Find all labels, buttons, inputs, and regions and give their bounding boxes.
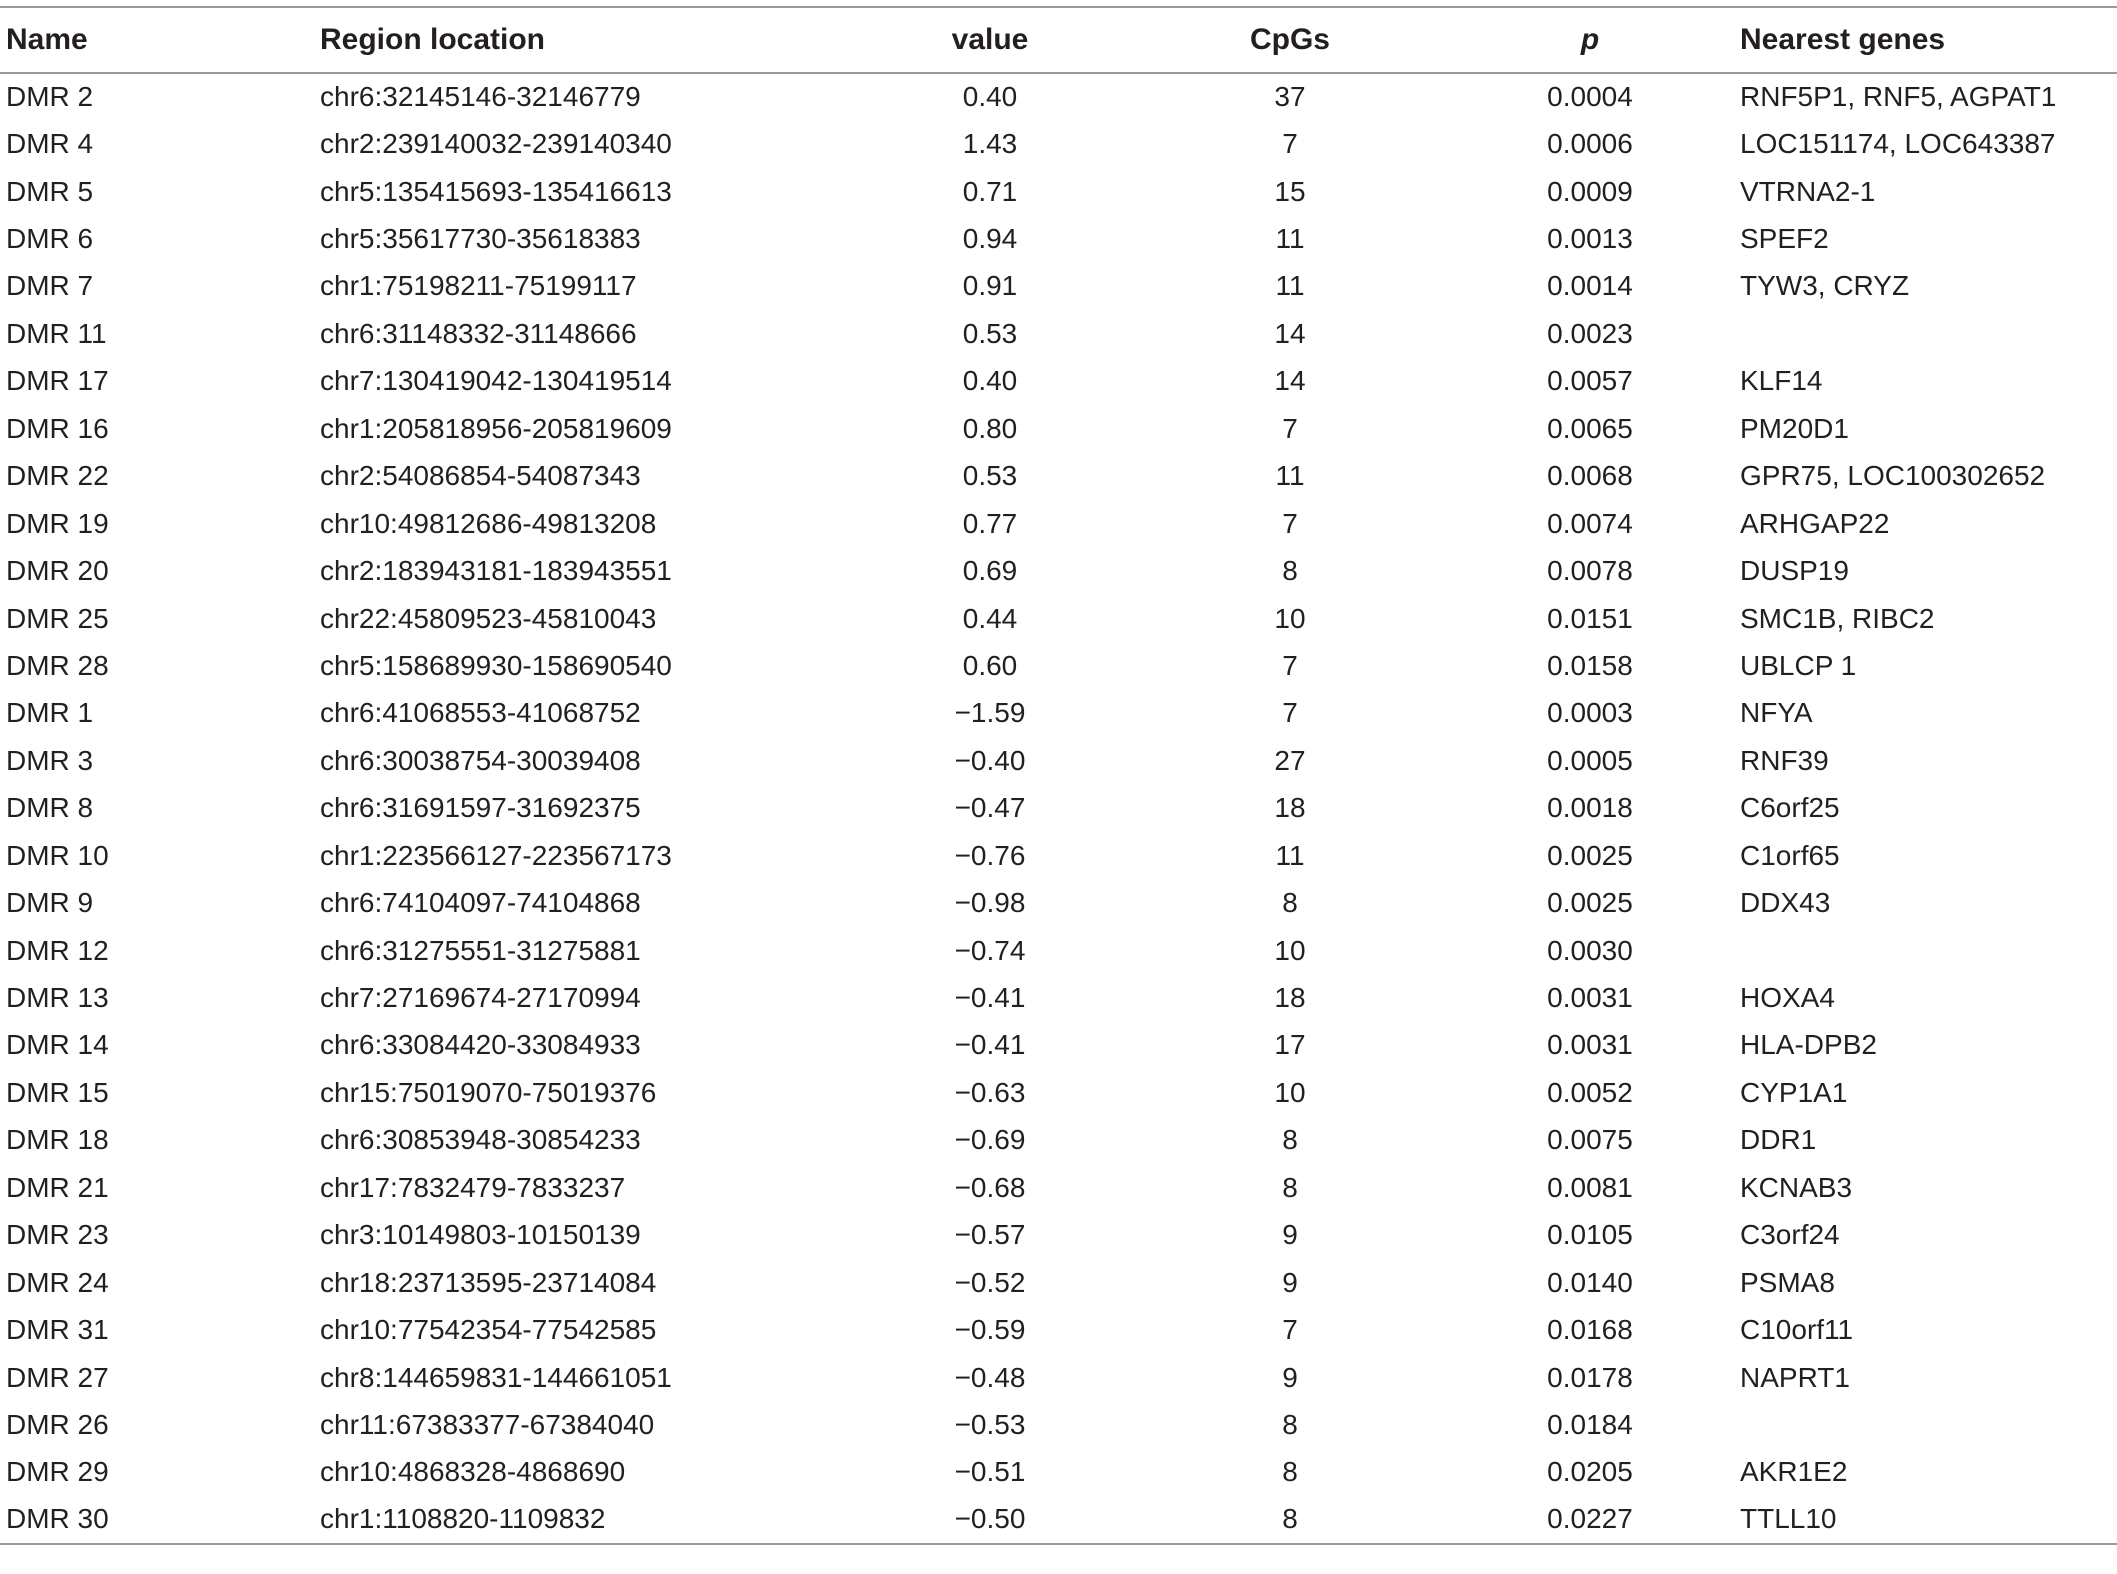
cell-region-location: chr6:33084420-33084933 <box>320 1029 641 1061</box>
header-cpgs: CpGs <box>1140 7 1440 73</box>
cell-nearest-genes: C3orf24 <box>1740 1219 1840 1251</box>
cell-p-value: 0.0030 <box>1547 934 1633 966</box>
cell-value: −0.74 <box>954 934 1026 966</box>
table-row <box>0 927 2117 974</box>
cell-nearest-genes: DDR1 <box>1740 1124 1817 1156</box>
cell-value: −0.53 <box>954 1408 1026 1440</box>
cell-p-value: 0.0013 <box>1547 223 1633 255</box>
cell-value: −0.51 <box>954 1456 1026 1488</box>
cell-p-value: 0.0178 <box>1547 1361 1633 1393</box>
cell-region-location: chr8:144659831-144661051 <box>320 1361 672 1393</box>
cell-region-location: chr6:74104097-74104868 <box>320 887 641 919</box>
cell-cpgs: 9 <box>1282 1219 1298 1251</box>
cell-region-location: chr17:7832479-7833237 <box>320 1171 626 1203</box>
cell-cpgs: 8 <box>1282 1124 1298 1156</box>
cell-nearest-genes: VTRNA2-1 <box>1740 175 1876 207</box>
cell-nearest-genes: KCNAB3 <box>1740 1171 1853 1203</box>
cell-region-location: chr1:223566127-223567173 <box>320 839 672 871</box>
cell-cpgs: 14 <box>1274 317 1306 349</box>
cell-p-value: 0.0075 <box>1547 1124 1633 1156</box>
cell-nearest-genes: KLF14 <box>1740 365 1823 397</box>
table-row <box>0 879 2117 926</box>
cell-cpgs: 10 <box>1274 1076 1306 1108</box>
table-row <box>0 595 2117 642</box>
header-p-value: p <box>1440 7 1740 73</box>
cell-cpgs: 11 <box>1275 270 1305 302</box>
cell-name: DMR 25 <box>6 602 109 634</box>
cell-cpgs: 8 <box>1282 887 1298 919</box>
table-row <box>0 500 2117 547</box>
cell-value: −0.41 <box>954 982 1026 1014</box>
cell-p-value: 0.0205 <box>1547 1456 1633 1488</box>
cell-nearest-genes: DUSP19 <box>1740 555 1849 587</box>
cell-p-value: 0.0004 <box>1547 81 1633 113</box>
cell-cpgs: 7 <box>1282 128 1298 160</box>
cell-value: −0.59 <box>954 1314 1026 1346</box>
table-row <box>0 358 2117 405</box>
cell-region-location: chr7:130419042-130419514 <box>320 365 672 397</box>
cell-nearest-genes: SPEF2 <box>1740 223 1829 255</box>
cell-nearest-genes: CYP1A1 <box>1740 1076 1848 1108</box>
cell-cpgs: 11 <box>1275 223 1305 255</box>
cell-name: DMR 27 <box>6 1361 109 1393</box>
cell-cpgs: 7 <box>1282 507 1298 539</box>
cell-p-value: 0.0018 <box>1547 792 1633 824</box>
cell-region-location: chr6:41068553-41068752 <box>320 697 641 729</box>
cell-value: 0.40 <box>962 365 1018 397</box>
cell-name: DMR 4 <box>6 128 94 160</box>
cell-value: −0.48 <box>954 1361 1026 1393</box>
cell-cpgs: 8 <box>1282 1456 1298 1488</box>
cell-name: DMR 14 <box>6 1029 109 1061</box>
cell-name: DMR 12 <box>6 934 109 966</box>
cell-region-location: chr2:239140032-239140340 <box>320 128 672 160</box>
cell-cpgs: 8 <box>1140 1496 1440 1543</box>
header-name: Name <box>0 7 320 73</box>
table-row <box>0 1306 2117 1353</box>
cell-region-location: chr2:183943181-183943551 <box>320 555 672 587</box>
cell-p-value: 0.0140 <box>1547 1266 1633 1298</box>
cell-value: 0.71 <box>962 175 1018 207</box>
cell-cpgs: 15 <box>1274 175 1306 207</box>
cell-cpgs: 11 <box>1275 839 1305 871</box>
header-region-location: Region location <box>320 7 840 73</box>
cell-value: 0.53 <box>962 460 1018 492</box>
cell-value: 0.94 <box>962 223 1018 255</box>
cell-name: DMR 10 <box>6 839 109 871</box>
cell-cpgs: 37 <box>1274 81 1306 113</box>
cell-cpgs: 7 <box>1282 1314 1298 1346</box>
dmr-table-container <box>0 6 2117 1545</box>
cell-nearest-genes: SMC1B, RIBC2 <box>1740 602 1935 634</box>
cell-value: −0.69 <box>954 1124 1026 1156</box>
cell-region-location: chr10:4868328-4868690 <box>320 1456 626 1488</box>
cell-value: −0.76 <box>954 839 1026 871</box>
cell-name: DMR 9 <box>6 887 94 919</box>
cell-name: DMR 16 <box>6 412 109 444</box>
cell-region-location: chr5:135415693-135416613 <box>320 175 672 207</box>
cell-value: −0.47 <box>954 792 1026 824</box>
cell-cpgs: 8 <box>1282 1171 1298 1203</box>
cell-name: DMR 5 <box>6 175 94 207</box>
cell-region-location: chr6:31148332-31148666 <box>320 317 637 349</box>
cell-value: −0.40 <box>954 744 1026 776</box>
cell-name: DMR 7 <box>6 270 94 302</box>
cell-p-value: 0.0057 <box>1547 365 1633 397</box>
cell-p-value: 0.0081 <box>1547 1171 1633 1203</box>
cell-p-value: 0.0168 <box>1547 1314 1633 1346</box>
dmr-table <box>0 6 2117 1545</box>
header-nearest-genes: Nearest genes <box>1740 7 2117 73</box>
cell-p-value: 0.0074 <box>1547 507 1633 539</box>
table-row <box>0 642 2117 689</box>
table-row <box>0 690 2117 737</box>
cell-nearest-genes: ARHGAP22 <box>1740 507 1890 539</box>
cell-nearest-genes: RNF5P1, RNF5, AGPAT1 <box>1740 81 2057 113</box>
header-value: value <box>840 7 1140 73</box>
cell-nearest-genes: TYW3, CRYZ <box>1740 270 1910 302</box>
table-row <box>0 737 2117 784</box>
cell-region-location: chr7:27169674-27170994 <box>320 982 641 1014</box>
cell-cpgs: 7 <box>1282 697 1298 729</box>
table-row <box>0 1117 2117 1164</box>
cell-name: DMR 2 <box>6 81 94 113</box>
cell-p-value: 0.0006 <box>1547 128 1633 160</box>
cell-region-location: chr2:54086854-54087343 <box>320 460 641 492</box>
cell-p-value: 0.0227 <box>1440 1496 1740 1543</box>
cell-value: −0.41 <box>954 1029 1026 1061</box>
cell-nearest-genes <box>1740 1401 2117 1448</box>
cell-region-location: chr10:49812686-49813208 <box>320 507 657 539</box>
cell-value: 0.40 <box>962 81 1018 113</box>
cell-cpgs: 10 <box>1274 934 1306 966</box>
cell-name: DMR 21 <box>6 1171 109 1203</box>
cell-nearest-genes: PM20D1 <box>1740 412 1849 444</box>
cell-p-value: 0.0031 <box>1547 982 1633 1014</box>
cell-region-location: chr11:67383377-67384040 <box>320 1408 655 1440</box>
table-row <box>0 1022 2117 1069</box>
cell-nearest-genes: NAPRT1 <box>1740 1361 1850 1393</box>
cell-nearest-genes: UBLCP 1 <box>1740 649 1857 681</box>
table-row <box>0 215 2117 262</box>
cell-region-location: chr5:35617730-35618383 <box>320 223 641 255</box>
cell-region-location: chr1:205818956-205819609 <box>320 412 672 444</box>
cell-name: DMR 28 <box>6 649 109 681</box>
table-row <box>0 168 2117 215</box>
cell-p-value: 0.0025 <box>1547 887 1633 919</box>
cell-region-location: chr5:158689930-158690540 <box>320 649 672 681</box>
table-row <box>0 73 2117 120</box>
cell-region-location: chr1:75198211-75199117 <box>320 270 637 302</box>
cell-value: 0.80 <box>962 412 1018 444</box>
cell-cpgs: 11 <box>1275 460 1305 492</box>
cell-region-location: chr10:77542354-77542585 <box>320 1314 657 1346</box>
cell-nearest-genes: TTLL10 <box>1740 1496 2117 1543</box>
cell-region-location: chr1:1108820-1109832 <box>320 1496 840 1543</box>
cell-nearest-genes: PSMA8 <box>1740 1266 1835 1298</box>
cell-nearest-genes: AKR1E2 <box>1740 1456 1848 1488</box>
cell-name: DMR 8 <box>6 792 94 824</box>
cell-nearest-genes <box>1740 310 2117 357</box>
table-body <box>0 73 2117 1544</box>
table-row <box>0 974 2117 1021</box>
cell-nearest-genes: C10orf11 <box>1740 1314 1854 1346</box>
cell-name: DMR 24 <box>6 1266 109 1298</box>
cell-p-value: 0.0151 <box>1547 602 1633 634</box>
table-row <box>0 1449 2117 1496</box>
cell-name: DMR 31 <box>6 1314 109 1346</box>
cell-name: DMR 11 <box>6 317 107 349</box>
cell-value: 0.69 <box>962 555 1018 587</box>
cell-p-value: 0.0025 <box>1547 839 1633 871</box>
cell-value: 0.44 <box>962 602 1018 634</box>
cell-nearest-genes: LOC151174, LOC643387 <box>1740 128 2056 160</box>
cell-p-value: 0.0031 <box>1547 1029 1633 1061</box>
cell-name: DMR 29 <box>6 1456 109 1488</box>
cell-name: DMR 20 <box>6 555 109 587</box>
cell-p-value: 0.0009 <box>1547 175 1633 207</box>
cell-region-location: chr6:31275551-31275881 <box>320 934 641 966</box>
cell-value: 1.43 <box>962 128 1018 160</box>
cell-value: −1.59 <box>954 697 1026 729</box>
cell-nearest-genes: GPR75, LOC100302652 <box>1740 460 2046 492</box>
cell-value: −0.50 <box>840 1496 1140 1543</box>
cell-cpgs: 7 <box>1282 649 1298 681</box>
table-row <box>0 453 2117 500</box>
cell-name: DMR 22 <box>6 460 109 492</box>
table-row <box>0 547 2117 594</box>
cell-name: DMR 19 <box>6 507 109 539</box>
cell-nearest-genes: C6orf25 <box>1740 792 1840 824</box>
cell-cpgs: 8 <box>1282 1408 1298 1440</box>
table-row <box>0 1164 2117 1211</box>
cell-p-value: 0.0003 <box>1547 697 1633 729</box>
table-header-row <box>0 7 2117 73</box>
cell-p-value: 0.0068 <box>1547 460 1633 492</box>
cell-p-value: 0.0078 <box>1547 555 1633 587</box>
table-row <box>0 310 2117 357</box>
cell-name: DMR 23 <box>6 1219 109 1251</box>
cell-cpgs: 8 <box>1282 555 1298 587</box>
table-row <box>0 120 2117 167</box>
cell-nearest-genes: C1orf65 <box>1740 839 1840 871</box>
cell-name: DMR 15 <box>6 1076 109 1108</box>
table-row <box>0 405 2117 452</box>
cell-cpgs: 7 <box>1282 412 1298 444</box>
cell-value: 0.53 <box>962 317 1018 349</box>
cell-cpgs: 17 <box>1274 1029 1306 1061</box>
cell-name: DMR 6 <box>6 223 94 255</box>
cell-region-location: chr18:23713595-23714084 <box>320 1266 657 1298</box>
table-row <box>0 1212 2117 1259</box>
cell-value: −0.63 <box>954 1076 1026 1108</box>
table-row <box>0 1401 2117 1448</box>
cell-name: DMR 3 <box>6 744 94 776</box>
cell-p-value: 0.0184 <box>1547 1408 1633 1440</box>
cell-region-location: chr6:32145146-32146779 <box>320 81 641 113</box>
table-row <box>0 1259 2117 1306</box>
cell-name: DMR 1 <box>6 697 94 729</box>
table-row <box>0 832 2117 879</box>
cell-region-location: chr3:10149803-10150139 <box>320 1219 641 1251</box>
cell-p-value: 0.0005 <box>1547 744 1633 776</box>
cell-region-location: chr6:30038754-30039408 <box>320 744 641 776</box>
cell-nearest-genes: NFYA <box>1740 697 1813 729</box>
cell-value: −0.52 <box>954 1266 1026 1298</box>
cell-p-value: 0.0105 <box>1547 1219 1633 1251</box>
cell-value: 0.60 <box>962 649 1018 681</box>
cell-nearest-genes: HLA-DPB2 <box>1740 1029 1877 1061</box>
cell-value: −0.68 <box>954 1171 1026 1203</box>
cell-region-location: chr6:30853948-30854233 <box>320 1124 641 1156</box>
cell-cpgs: 9 <box>1282 1361 1298 1393</box>
cell-cpgs: 10 <box>1274 602 1306 634</box>
cell-value: −0.57 <box>954 1219 1026 1251</box>
cell-name: DMR 30 <box>0 1496 320 1543</box>
table-row <box>0 1069 2117 1116</box>
cell-nearest-genes <box>1740 927 2117 974</box>
cell-cpgs: 9 <box>1282 1266 1298 1298</box>
cell-nearest-genes: DDX43 <box>1740 887 1831 919</box>
cell-name: DMR 13 <box>6 982 109 1014</box>
cell-name: DMR 17 <box>6 365 109 397</box>
cell-cpgs: 18 <box>1274 982 1306 1014</box>
cell-name: DMR 18 <box>6 1124 109 1156</box>
table-row <box>0 1354 2117 1401</box>
cell-cpgs: 27 <box>1274 744 1306 776</box>
cell-p-value: 0.0014 <box>1547 270 1633 302</box>
cell-cpgs: 14 <box>1274 365 1306 397</box>
cell-region-location: chr22:45809523-45810043 <box>320 602 657 634</box>
cell-value: 0.91 <box>962 270 1018 302</box>
cell-region-location: chr6:31691597-31692375 <box>320 792 641 824</box>
cell-value: 0.77 <box>962 507 1018 539</box>
table-row <box>0 1496 2117 1543</box>
cell-p-value: 0.0052 <box>1547 1076 1633 1108</box>
cell-name: DMR 26 <box>6 1408 109 1440</box>
cell-cpgs: 18 <box>1274 792 1306 824</box>
cell-region-location: chr15:75019070-75019376 <box>320 1076 657 1108</box>
cell-value: −0.98 <box>954 887 1026 919</box>
cell-nearest-genes: RNF39 <box>1740 744 1829 776</box>
table-row <box>0 263 2117 310</box>
cell-p-value: 0.0065 <box>1547 412 1633 444</box>
table-row <box>0 785 2117 832</box>
cell-nearest-genes: HOXA4 <box>1740 982 1835 1014</box>
cell-p-value: 0.0158 <box>1547 649 1633 681</box>
cell-p-value: 0.0023 <box>1547 317 1633 349</box>
